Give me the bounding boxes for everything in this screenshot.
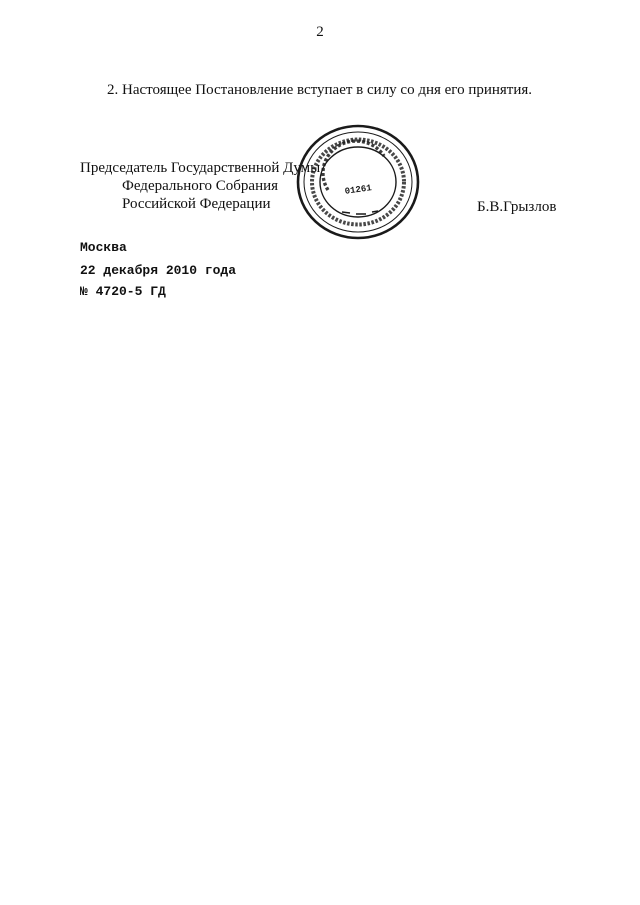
official-seal [292, 120, 424, 244]
signatory-name: Б.В.Грызлов [477, 199, 557, 215]
document-place: Москва [80, 240, 127, 255]
clause-text: 2. Настоящее Постановление вступает в силу со дня его принятия. [107, 82, 533, 98]
seal-number: 01261 [344, 183, 373, 197]
signatory-title-line-1: Председатель Государственной Думы [80, 160, 321, 176]
signatory-title-line-3: Российской Федерации [122, 196, 271, 212]
page-number: 2 [316, 24, 324, 40]
document-number: № 4720-5 ГД [80, 284, 166, 299]
document-date: 22 декабря 2010 года [80, 263, 237, 278]
signatory-title-line-2: Федерального Собрания [122, 178, 279, 194]
seal-graphic [292, 120, 424, 244]
